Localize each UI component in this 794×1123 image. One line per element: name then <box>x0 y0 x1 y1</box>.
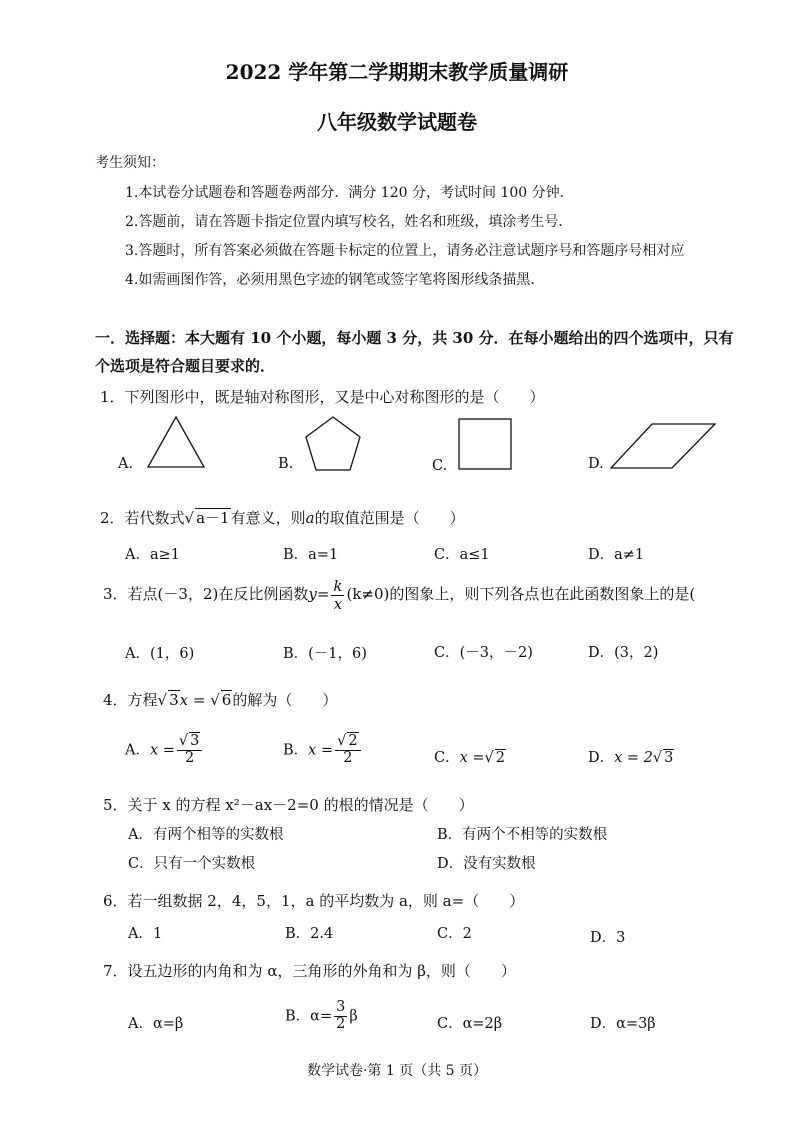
q7-option-c: C．α=2β <box>437 1016 503 1032</box>
q3-stem-pre: 3．若点(－3，2)在反比例函数 <box>103 585 309 603</box>
notice-item-3: 3.答题时，所有答案必须做在答题卡标定的位置上，请务必注意试题序号和答题序号相对应 <box>125 243 685 259</box>
q4-option-d-x: x = 2 <box>614 750 653 766</box>
q1-option-d-label: D. <box>588 456 604 472</box>
q4-option-c-radicand: 2 <box>495 750 506 766</box>
q4-option-c-label: C． <box>434 750 460 766</box>
q6-stem: 6．若一组数据 2，4，5，1，a 的平均数为 a，则 a=（ ） <box>103 892 525 910</box>
q2-stem-post2: 的取值范围是（ ） <box>314 509 465 527</box>
q2-stem <box>100 507 465 528</box>
q1-option-b-label: B. <box>278 456 294 472</box>
q4-x: x = <box>179 691 206 709</box>
q3-stem <box>103 578 695 612</box>
q5-option-d: D．没有实数根 <box>437 856 536 872</box>
q5-stem: 5．关于 x 的方程 x²－ax－2=0 的根的情况是（ ） <box>103 796 474 814</box>
exam-title: 2022 学年第二学期期末教学质量调研 <box>225 60 569 84</box>
notice-item-2: 2.答题前，请在答题卡指定位置内填写校名，姓名和班级，填涂考生号． <box>125 214 573 230</box>
q4-radicand-2: 6 <box>221 691 232 709</box>
q4-option-a-den: 2 <box>185 749 195 766</box>
exam-subtitle: 八年级数学试题卷 <box>317 110 477 134</box>
q7-option-b-den: 2 <box>336 1015 346 1032</box>
q2-option-a: A．a≥1 <box>125 547 180 563</box>
q4-option-b-den: 2 <box>343 749 353 766</box>
q4-option-a: A．x = $\frac{√ 3}{2}$ <box>125 734 204 767</box>
sqrt-sign: √ <box>184 509 195 527</box>
q7-stem: 7．设五边形的内角和为 α，三角形的外角和为 β，则（ ） <box>103 962 516 980</box>
q6-option-d: D．3 <box>590 930 626 946</box>
q2-stem-pre: 2．若代数式 <box>100 509 185 527</box>
q1-option-a-label: A. <box>118 456 134 472</box>
q4-option-b-label: B． <box>283 742 309 759</box>
square-icon <box>456 416 514 472</box>
q3-option-b: B．(－1，6) <box>283 646 367 662</box>
q4-option-a-num: 3 <box>190 733 200 749</box>
q4-option-b: B．x = $\frac{√ 2}{2}$ <box>283 734 363 767</box>
section-heading-line2: 个选项是符合题目要求的． <box>95 357 276 375</box>
q7-option-b-post: β <box>349 1008 358 1025</box>
q6-option-b: B．2.4 <box>285 926 334 942</box>
triangle-icon <box>145 414 207 470</box>
q3-option-a: A．(1，6) <box>125 646 195 662</box>
notice-item-4: 4.如需画图作答，必须用黑色字迹的钢笔或签字笔将图形线条描黑． <box>125 272 545 288</box>
q4-option-a-label: A． <box>125 742 150 759</box>
q7-option-d: D．α=3β <box>590 1016 656 1032</box>
q5-option-c: C．只有一个实数根 <box>128 856 256 872</box>
q4-option-d-label: D． <box>588 750 615 766</box>
q3-option-c: C．(－3，－2) <box>434 645 533 661</box>
q4-stem: 4．方程√ 3x = √ 6的解为（ ） <box>103 691 338 709</box>
q7-option-b-num: 3 <box>336 999 346 1015</box>
section-heading-line1: 一．选择题：本大题有 10 个小题，每小题 3 分，共 30 分．在每小题给出的四个选项中，只有 <box>95 329 734 347</box>
q3-frac-den: x <box>333 594 343 613</box>
q6-option-a: A．1 <box>128 926 163 942</box>
q5-option-a: A．有两个相等的实数根 <box>128 827 284 843</box>
q3-stem-post: (k≠0)的图象上，则下列各点也在此函数图象上的是( <box>346 585 696 603</box>
page-footer: 数学试卷·第 1 页（共 5 页） <box>306 1063 488 1079</box>
q7-option-b <box>285 1000 358 1033</box>
q3-y: y= <box>308 585 330 603</box>
notice-heading: 考生须知： <box>95 155 165 171</box>
q4-radicand-1: 3 <box>169 691 179 709</box>
q2-option-d: D．a≠1 <box>588 547 645 563</box>
q4-option-b-num: 2 <box>348 733 358 749</box>
q2-var: a <box>305 509 315 527</box>
q4-stem-post: 的解为（ ） <box>232 691 338 709</box>
q6-option-c: C．2 <box>437 926 472 942</box>
notice-item-1: 1.本试卷分试题卷和答题卷两部分．满分 120 分，考试时间 100 分钟． <box>125 185 574 201</box>
q2-stem-post: 有意义，则 <box>230 509 306 527</box>
q2-radicand: a－1 <box>196 509 230 527</box>
pentagon-icon <box>302 414 364 474</box>
q4-stem-pre: 4．方程 <box>103 691 158 709</box>
q5-option-b: B．有两个不相等的实数根 <box>437 827 608 843</box>
q4-option-c-x: x = <box>459 750 485 766</box>
q4-option-b-x: x = <box>308 742 334 759</box>
q4-option-c: C．x =√ 2 <box>434 750 506 766</box>
q4-option-d: D．x = 2√ 3 <box>588 750 674 766</box>
q7-option-b-label: B．α= <box>285 1008 333 1025</box>
q4-option-d-radicand: 3 <box>664 750 674 766</box>
q4-option-a-x: x = <box>149 742 175 759</box>
q3-frac-num: k <box>333 577 343 595</box>
q2-option-c: C．a≤1 <box>434 547 490 563</box>
q1-stem: 1．下列图形中，既是轴对称图形，又是中心对称图形的是（ ） <box>100 388 545 406</box>
parallelogram-icon <box>608 420 718 472</box>
q7-option-a: A．α=β <box>128 1016 184 1032</box>
q3-option-d: D．(3，2) <box>588 645 659 661</box>
q2-option-b: B．a=1 <box>283 547 339 563</box>
q1-option-c-label: C. <box>432 458 448 474</box>
